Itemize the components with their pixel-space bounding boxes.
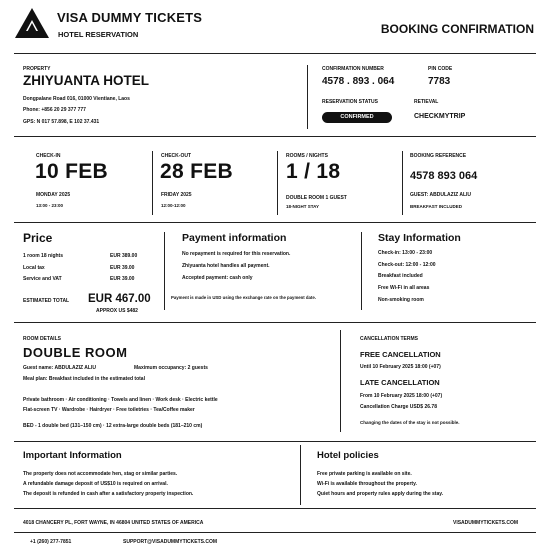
- important-line: The property does not accommodate hen, stag or similar parties.: [23, 471, 178, 477]
- important-title: Important Information: [23, 450, 122, 461]
- confirmation-number-label: CONFIRMATION NUMBER: [322, 66, 384, 72]
- room-guest: Guest name: ABDULAZIZ ALIU: [23, 365, 96, 371]
- hotel-phone: Phone: +856 20 29 377 777: [23, 107, 86, 113]
- retrieval-label: RETIEVAL: [414, 99, 439, 105]
- property-label: PROPERTY: [23, 66, 51, 72]
- rooms-nights-value: 1 / 18: [286, 160, 341, 183]
- payment-title: Payment information: [182, 232, 287, 244]
- price-row-label: 1 room 18 nights: [23, 253, 64, 259]
- payment-line: Accepted payment: cash only: [182, 275, 253, 281]
- cancellation-charge: Cancellation Charge USD$ 26.78: [360, 404, 437, 410]
- payment-note: Payment is made in USD using the exchange rate on the payment date.: [171, 295, 316, 300]
- divider: [14, 441, 536, 442]
- stay-info-line: Check-in: 13:00 - 23:00: [378, 250, 433, 256]
- footer-website[interactable]: VISADUMMYTICKETS.COM: [453, 520, 518, 526]
- divider: [402, 151, 403, 215]
- stay-info-line: Check-out: 12:00 - 12:00: [378, 262, 436, 268]
- price-row-label: Service and VAT: [23, 276, 62, 282]
- room-description: DOUBLE ROOM 1 GUEST: [286, 195, 347, 201]
- reference-breakfast: BREAKFAST INCLUDED: [410, 204, 463, 209]
- payment-line: Zhiyuanta hotel handles all payment.: [182, 263, 270, 269]
- booking-reference-label: BOOKING REFERENCE: [410, 153, 467, 159]
- approx-total: APPROX US $482: [96, 308, 138, 314]
- divider: [152, 151, 153, 215]
- divider: [14, 53, 536, 54]
- rooms-nights-label: ROOMS / NIGHTS: [286, 153, 328, 159]
- room-amenities: Flat-screen TV · Wardrobe · Hairdryer · Free toiletries · Tea/Coffee maker: [23, 407, 195, 413]
- divider: [14, 322, 536, 323]
- room-amenities: Private bathroom · Air conditioning · Towels and linen · Work desk · Electric kettle: [23, 397, 218, 403]
- estimated-total: EUR 467.00: [88, 293, 151, 305]
- room-occupancy: Maximum occupancy: 2 guests: [134, 365, 208, 371]
- brand-name: VISA DUMMY TICKETS: [57, 10, 203, 25]
- pin-code-label: PIN CODE: [428, 66, 453, 72]
- confirmation-number: 4578 . 893 . 064: [322, 76, 395, 87]
- page-title: BOOKING CONFIRMATION: [380, 22, 534, 36]
- free-cancellation-title: FREE CANCELLATION: [360, 350, 441, 359]
- checkin-day: MONDAY 2025: [36, 192, 71, 198]
- cancellation-label: CANCELLATION TERMS: [360, 336, 418, 342]
- divider: [164, 232, 165, 310]
- room-details-label: ROOM DETAILS: [23, 336, 61, 342]
- stay-info-line: Free Wi-Fi in all areas: [378, 285, 430, 291]
- stay-length: 18-NIGHT STAY: [286, 204, 320, 209]
- logo-icon: [14, 7, 50, 39]
- room-meal-plan: Meal plan: Breakfast included in the estimated total: [23, 376, 145, 382]
- price-title: Price: [23, 231, 53, 245]
- divider: [300, 445, 301, 505]
- estimated-total-label: ESTIMATED TOTAL: [23, 298, 70, 304]
- checkout-time: 12:00-12:00: [161, 203, 186, 208]
- important-line: A refundable damage deposit of US$10 is required on arrival.: [23, 481, 168, 487]
- checkin-label: CHECK-IN: [36, 153, 61, 159]
- footer-phone[interactable]: +1 (260) 277-7851: [30, 539, 72, 545]
- reference-guest: GUEST: ABDULAZIZ ALIU: [410, 192, 472, 198]
- brand-tagline: HOTEL RESERVATION: [58, 30, 139, 39]
- price-row-value: EUR 39.00: [110, 276, 135, 282]
- stay-info-line: Breakfast included: [378, 273, 423, 279]
- reservation-status-label: RESERVATION STATUS: [322, 99, 378, 105]
- footer-address: 4018 CHANCERY PL, FORT WAYNE, IN 46804 UNITED STATES OF AMERICA: [23, 520, 204, 526]
- checkout-day: FRIDAY 2025: [161, 192, 192, 198]
- divider: [307, 65, 308, 129]
- checkout-date: 28 FEB: [160, 160, 233, 183]
- divider: [340, 330, 341, 432]
- retrieval-code: CHECKMYTRIP: [414, 113, 466, 120]
- checkout-label: CHECK-OUT: [161, 153, 191, 159]
- room-beds: BED - 1 double bed (131–150 cm) · 12 extra-large double beds (181–210 cm): [23, 423, 203, 429]
- booking-reference: 4578 893 064: [410, 170, 478, 182]
- policies-title: Hotel policies: [317, 450, 379, 461]
- hotel-address: Dongpalane Road 016, 01000 Vientiane, Laos: [23, 96, 130, 102]
- hotel-name: ZHIYUANTA HOTEL: [23, 73, 149, 88]
- cancellation-note: Changing the dates of the stay is not possible.: [360, 420, 460, 425]
- divider: [14, 532, 536, 533]
- status-badge: CONFIRMED: [322, 112, 392, 123]
- room-type: DOUBLE ROOM: [23, 345, 128, 360]
- price-row-label: Local tax: [23, 265, 45, 271]
- footer-email[interactable]: SUPPORT@VISADUMMYTICKETS.COM: [123, 539, 218, 545]
- policy-line: Wi-Fi is available throughout the property.: [317, 481, 417, 487]
- divider: [277, 151, 278, 215]
- free-cancellation-until: Until 10 February 2025 18:00 (+07): [360, 364, 441, 370]
- important-line: The deposit is refunded in cash after a satisfactory property inspection.: [23, 491, 194, 497]
- divider: [14, 508, 536, 509]
- hotel-gps: GPS: N 017 57.898, E 102 37.431: [23, 119, 100, 125]
- stay-info-line: Non-smoking room: [378, 297, 424, 303]
- stay-info-title: Stay Information: [378, 232, 461, 244]
- price-row-value: EUR 39.00: [110, 265, 135, 271]
- checkin-date: 10 FEB: [35, 160, 108, 183]
- divider: [14, 136, 536, 137]
- payment-line: No repayment is required for this reservation.: [182, 251, 291, 257]
- pin-code: 7783: [428, 76, 451, 87]
- price-row-value: EUR 389.00: [110, 253, 138, 259]
- checkin-time: 13:00 - 23:00: [36, 203, 64, 208]
- divider: [14, 222, 536, 223]
- late-cancellation-title: LATE CANCELLATION: [360, 378, 440, 387]
- policy-line: Free private parking is available on site.: [317, 471, 412, 477]
- policy-line: Quiet hours and property rules apply during the stay.: [317, 491, 444, 497]
- late-cancellation-from: From 10 February 2025 18:00 (+07): [360, 393, 443, 399]
- divider: [361, 232, 362, 310]
